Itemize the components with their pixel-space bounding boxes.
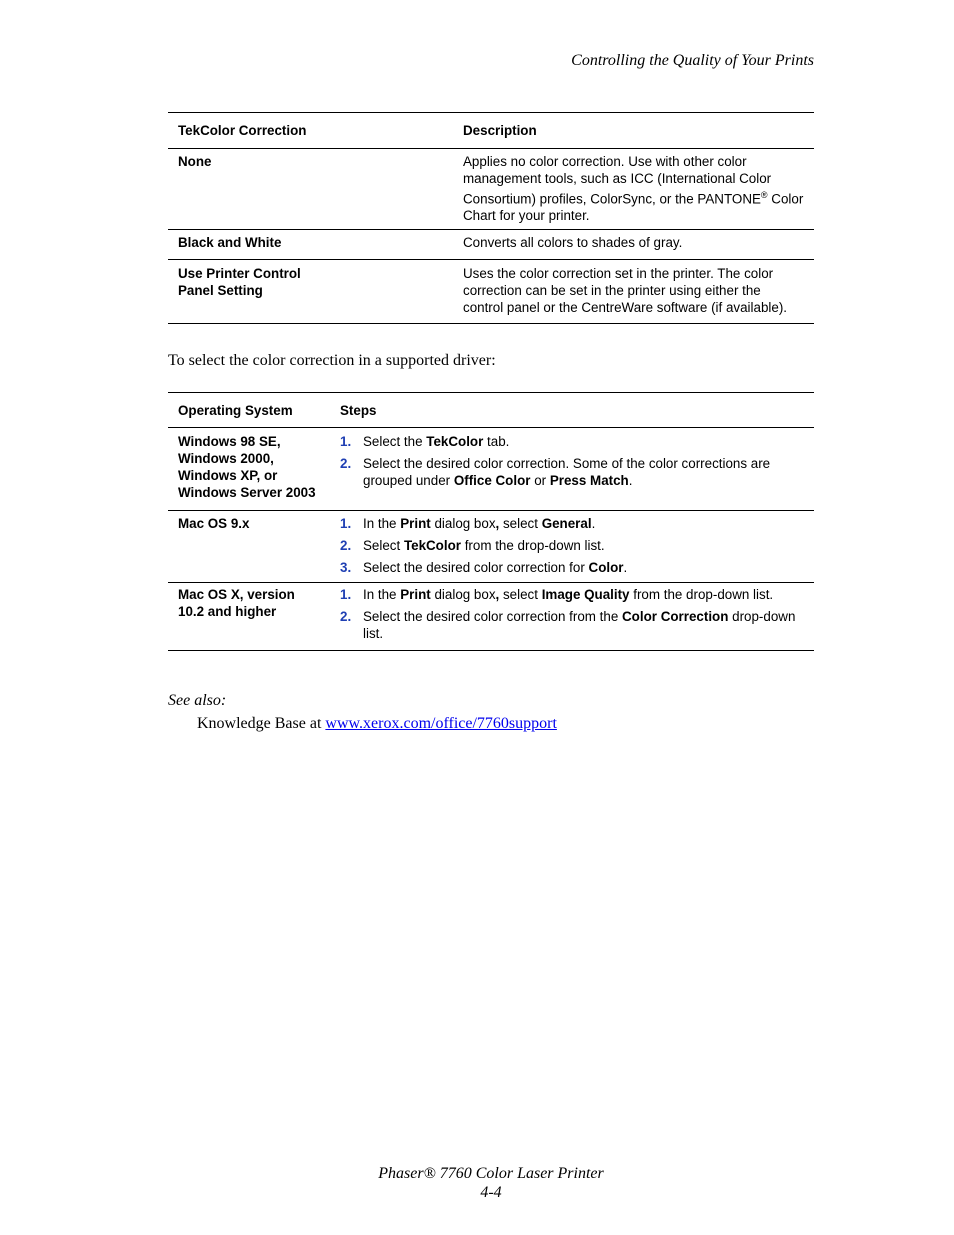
tekcolor-correction-table	[168, 112, 814, 324]
knowledge-base-line	[197, 715, 557, 733]
os-steps	[330, 511, 814, 583]
os-name: Mac OS 9.x	[178, 516, 250, 531]
page-footer	[0, 1164, 954, 1202]
step-item: 3. Select the desired color correction for Color.	[340, 560, 628, 575]
step-item: 1. Select the TekColor tab.	[340, 434, 510, 449]
step-item: 1. In the Print dialog box, select Image Quality from the drop-down list.	[340, 587, 774, 602]
os-name: Mac OS X, version 10.2 and higher	[178, 587, 295, 619]
column-header-tekcolor-correction: TekColor Correction	[178, 123, 307, 138]
intro-paragraph: To select the color correction in a supported driver:	[168, 352, 496, 369]
step-number: 3.	[340, 560, 352, 575]
step-item: 2. Select the desired color correction. Some of the color corrections are grouped under Office Color or Press Match.	[340, 456, 771, 488]
table-row	[168, 428, 814, 511]
step-item: 2. Select TekColor from the drop-down list.	[340, 538, 605, 553]
table-row	[168, 511, 814, 583]
table-header-row	[168, 113, 814, 149]
table-row	[168, 230, 814, 260]
step-number: 1.	[340, 516, 352, 531]
step-number: 2.	[340, 538, 352, 553]
correction-description: Uses the color correction set in the printer. The color correction can be set in the printer using either the control panel or the CentreWare software (if available).	[463, 266, 788, 315]
step-number: 1.	[340, 434, 352, 449]
step-number: 2.	[340, 456, 352, 471]
correction-name: Use Printer Control Panel Setting	[178, 266, 301, 298]
knowledge-base-text: Knowledge Base at	[197, 715, 326, 732]
correction-name: Black and White	[178, 235, 282, 250]
correction-description: Converts all colors to shades of gray.	[463, 235, 683, 250]
step-number: 2.	[340, 609, 352, 624]
step-number: 1.	[340, 587, 352, 602]
correction-name: None	[178, 154, 212, 169]
os-steps	[330, 428, 814, 511]
table-row	[168, 149, 814, 230]
table-row	[168, 260, 814, 324]
support-link[interactable]: www.xerox.com/office/7760support	[325, 715, 557, 732]
step-item: 1. In the Print dialog box, select General.	[340, 516, 596, 531]
os-steps-table	[168, 392, 814, 651]
column-header-steps: Steps	[340, 402, 377, 418]
os-name: Windows 98 SE, Windows 2000, Windows XP, or Windows Server 2003	[178, 434, 316, 500]
table-row	[168, 583, 814, 651]
running-header: Controlling the Quality of Your Prints	[571, 52, 814, 69]
see-also-label: See also:	[168, 692, 227, 709]
column-header-operating-system: Operating System	[178, 402, 293, 418]
footer-product-name: Phaser® 7760 Color Laser Printer	[378, 1165, 604, 1182]
column-header-description: Description	[463, 123, 537, 138]
step-item: 2. Select the desired color correction from the Color Correction drop-down list.	[340, 609, 796, 641]
page-number: 4-4	[480, 1184, 502, 1201]
table-header-row	[168, 393, 814, 428]
correction-description: Applies no color correction. Use with other color management tools, such as ICC (International Color Consortium) profiles, ColorSync, or the PANTONE® Color Chart for your printer.	[463, 154, 804, 224]
os-steps	[330, 583, 814, 651]
